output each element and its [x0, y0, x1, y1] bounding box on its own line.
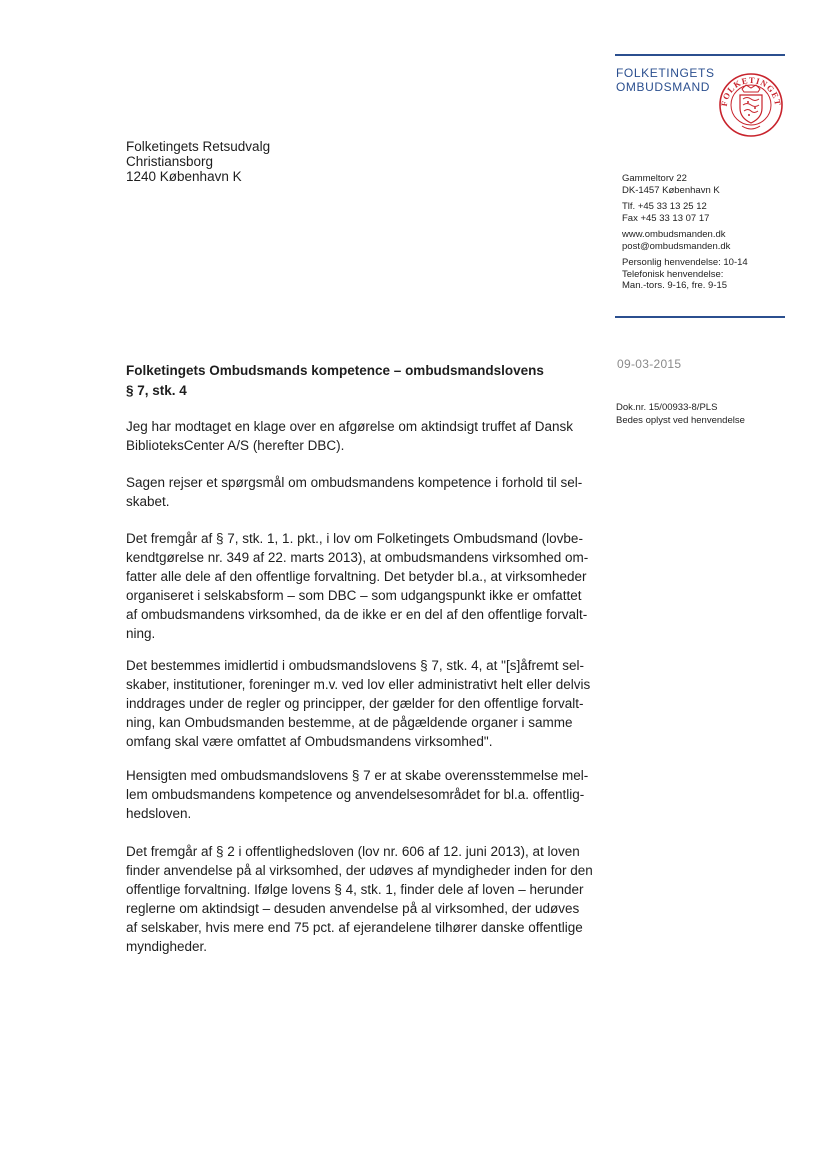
header-top-rule — [615, 54, 785, 56]
paragraph-line: Jeg har modtaget en klage over en afgørelse om aktindsigt truffet af Dansk — [126, 419, 573, 434]
body-paragraph — [126, 842, 596, 956]
hours-phone-label: Telefonisk henvendelse: — [622, 268, 724, 280]
email-link[interactable]: post@ombudsmanden.dk — [622, 240, 731, 252]
fax-number: Fax +45 33 13 07 17 — [622, 212, 710, 224]
contact-phones — [622, 201, 748, 224]
paragraph-line: af selskaber, hvis mere end 75 pct. af ejerandelene tilhører danske offentlige — [126, 920, 583, 935]
paragraph-line: BiblioteksCenter A/S (herefter DBC). — [126, 438, 345, 453]
parliament-seal-icon — [718, 72, 784, 138]
paragraph-line: Det bestemmes imidlertid i ombudsmandslovens § 7, stk. 4, at "[s]åfremt sel- — [126, 658, 584, 673]
paragraph-line: offentlige forvaltning. Ifølge lovens § 4, stk. 1, finder dele af loven – herunder — [126, 882, 584, 897]
paragraph-line: kendtgørelse nr. 349 af 22. marts 2013), at ombudsmandens virksomhed om- — [126, 550, 589, 565]
paragraph-line: ning. — [126, 626, 156, 641]
hours-personal: Personlig henvendelse: 10-14 — [622, 257, 748, 268]
recipient-line2: Christiansborg — [126, 154, 214, 169]
paragraph-line: Sagen rejser et spørgsmål om ombudsmandens kompetence i forhold til sel- — [126, 475, 583, 490]
paragraph-line: skabet. — [126, 494, 170, 509]
paragraph-line: inddrages under de regler og principper, der gælder for den offentlige forvalt- — [126, 696, 584, 711]
body-paragraph — [126, 766, 596, 823]
paragraph-line: lem ombudsmandens kompetence og anvendelsesområdet for bl.a. offentlig- — [126, 787, 585, 802]
paragraph-line: finder anvendelse på al virksomhed, der udøves af myndigheder inden for den — [126, 863, 593, 878]
org-name-line1: FOLKETINGETS — [616, 66, 715, 80]
seal-text: FOLKETINGET — [718, 74, 784, 107]
phone-number: Tlf. +45 33 13 25 12 — [622, 201, 707, 212]
heading-line2: § 7, stk. 4 — [126, 382, 187, 398]
paragraph-line: organiseret i selskabsform – som DBC – som udgangspunkt ikke er omfattet — [126, 588, 582, 603]
letter-heading — [126, 361, 596, 400]
paragraph-line: ning, kan Ombudsmanden bestemme, at de pågældende organer i samme — [126, 715, 573, 730]
paragraph-line: reglerne om aktindsigt – desuden anvendelse på al virksomhed, der udøves — [126, 901, 580, 916]
paragraph-line: af ombudsmandens virksomhed, da de ikke er en del af den offentlige forvalt- — [126, 607, 588, 622]
body-paragraph — [126, 529, 596, 643]
address-city: DK-1457 København K — [622, 184, 720, 196]
paragraph-line: Det fremgår af § 7, stk. 1, 1. pkt., i lov om Folketingets Ombudsmand (lovbe- — [126, 531, 583, 546]
org-logo-text — [616, 66, 715, 94]
body-paragraph — [126, 417, 596, 455]
svg-text:FOLKETINGET — [719, 75, 783, 107]
paragraph-line: fatter alle dele af den offentlige forvaltning. Det betyder bl.a., at virksomheder — [126, 569, 587, 584]
org-name-line2: OMBUDSMAND — [616, 80, 711, 94]
paragraph-line: hedsloven. — [126, 806, 192, 821]
paragraph-line: Hensigten med ombudsmandslovens § 7 er at skabe overensstemmelse mel- — [126, 768, 589, 783]
contact-sidebar — [622, 173, 748, 297]
body-paragraph — [126, 473, 596, 511]
contact-online — [622, 229, 748, 252]
website-link[interactable]: www.ombudsmanden.dk — [622, 229, 726, 240]
recipient-address — [126, 139, 270, 184]
paragraph-line: Det fremgår af § 2 i offentlighedsloven (lov nr. 606 af 12. juni 2013), at loven — [126, 844, 580, 859]
heading-line1: Folketingets Ombudsmands kompetence – ombudsmandslovens — [126, 363, 544, 378]
letter-date: 09-03-2015 — [617, 357, 682, 371]
hours-phone-times: Man.-tors. 9-16, fre. 9-15 — [622, 280, 728, 291]
body-paragraph — [126, 656, 596, 751]
document-number: Dok.nr. 15/00933-8/PLS — [616, 402, 718, 413]
document-note: Bedes oplyst ved henvendelse — [616, 414, 745, 426]
document-reference — [616, 402, 745, 427]
paragraph-line: omfang skal være omfattet af Ombudsmandens virksomhed". — [126, 734, 493, 749]
paragraph-line: myndigheder. — [126, 939, 208, 954]
address-street: Gammeltorv 22 — [622, 173, 687, 184]
recipient-line3: 1240 København K — [126, 169, 242, 184]
paragraph-line: skaber, institutioner, foreninger m.v. ved lov eller administrativt helt eller delvis — [126, 677, 591, 692]
contact-hours — [622, 257, 748, 292]
contact-address — [622, 173, 748, 196]
sidebar-bottom-rule — [615, 316, 785, 318]
recipient-line1: Folketingets Retsudvalg — [126, 139, 271, 154]
